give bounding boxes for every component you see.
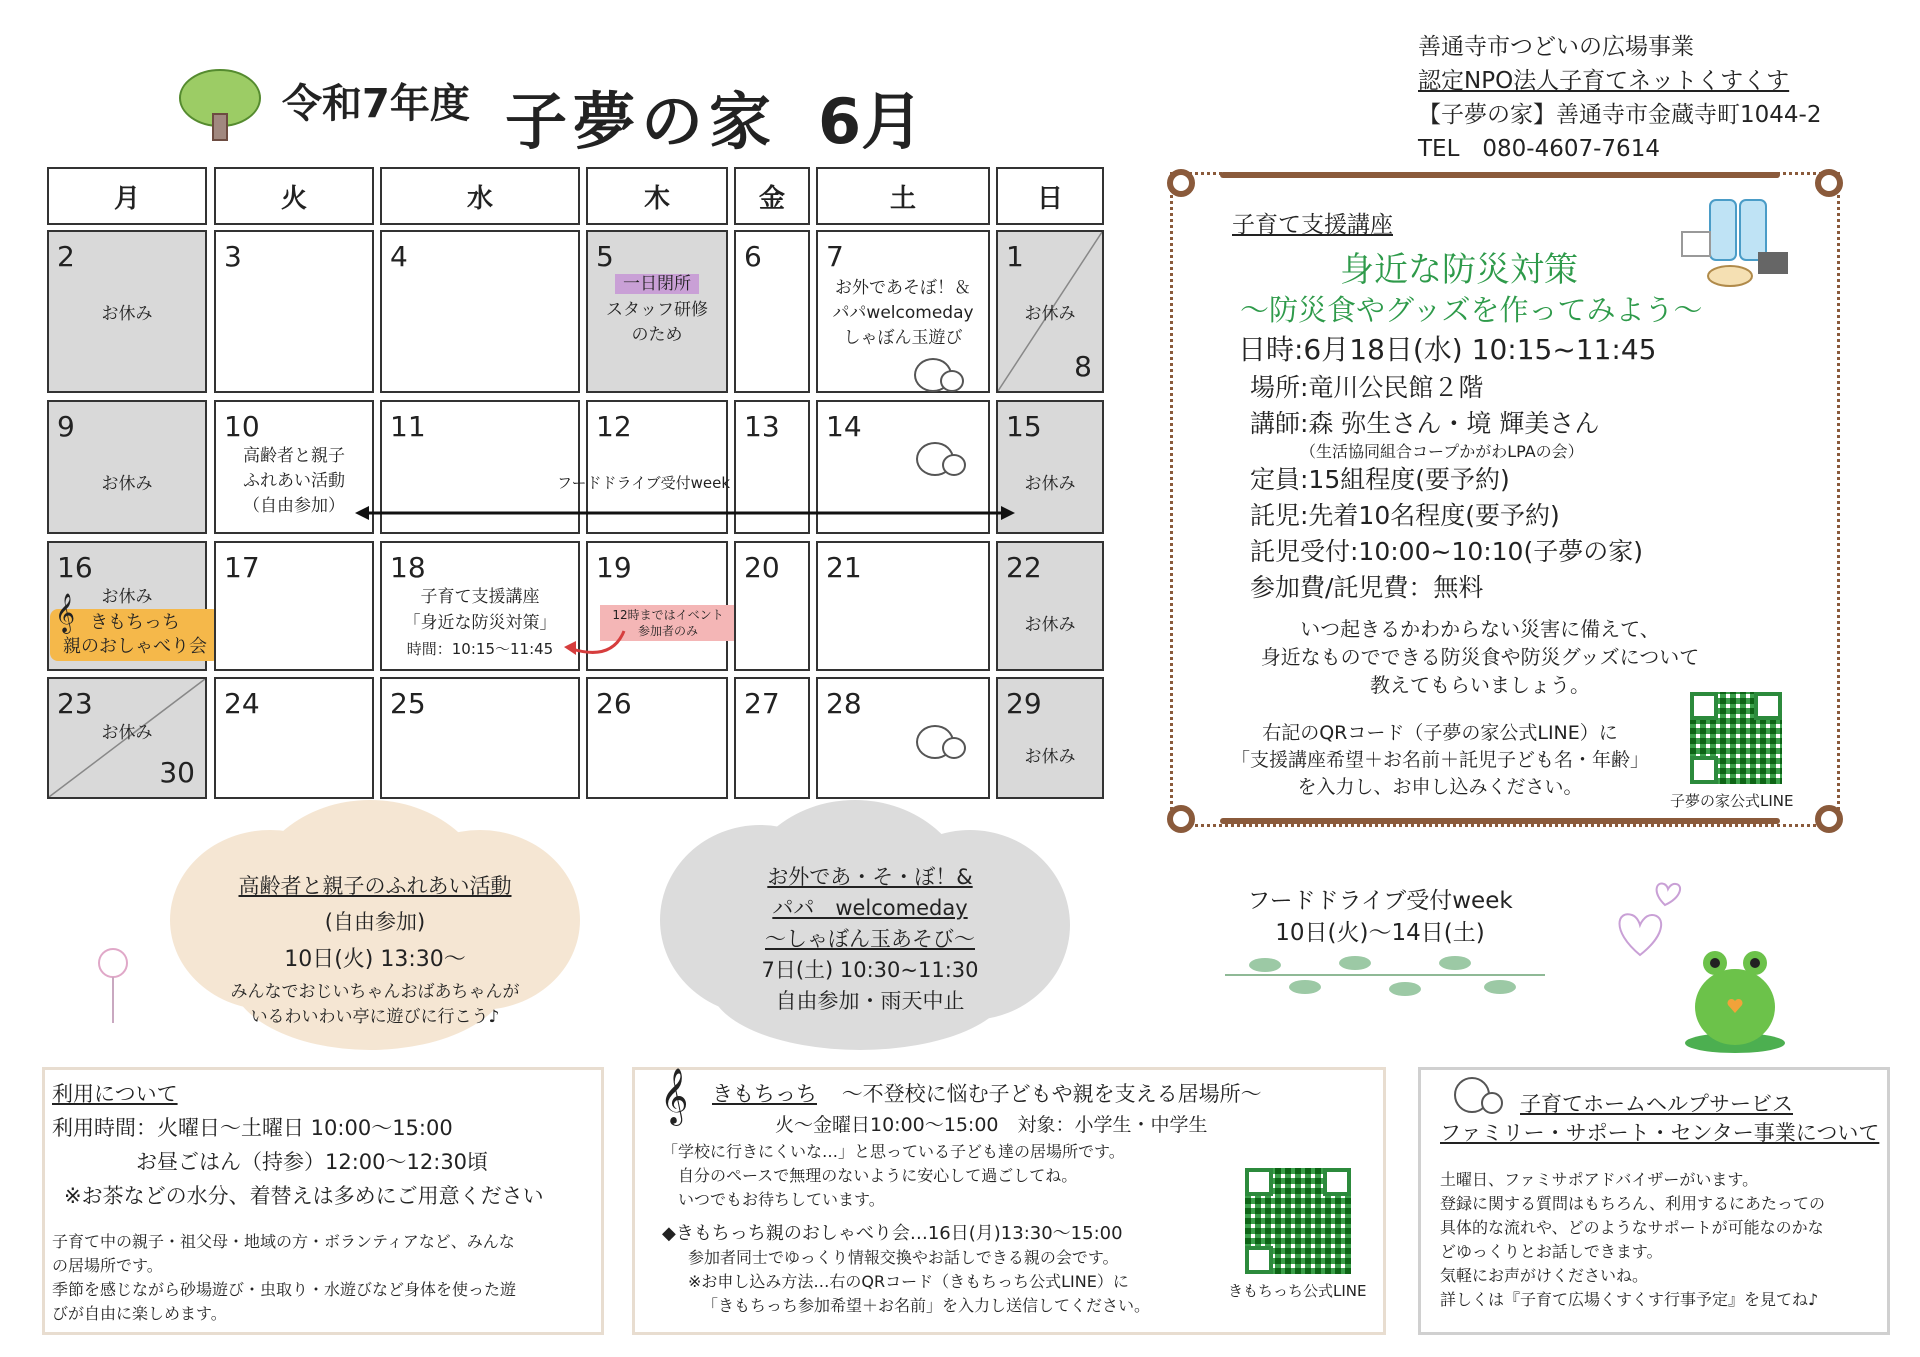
kimochicchi-tag-line2: 親のおしゃべり会: [63, 636, 207, 657]
seminar-note: [1215, 615, 1745, 699]
event-only-line1: 12時まではイベント: [612, 608, 724, 622]
food-drive-label: フードドライブ受付week: [557, 474, 731, 492]
day-cell: 23 お休み 30: [47, 677, 207, 799]
closed-label: お休み: [1024, 747, 1076, 767]
elderly-event-title: 高齢者と親子のふれあい活動: [238, 874, 512, 898]
family-support-desc6: 詳しくは『子育て広場くすくす行事予定』を見てね♪: [1440, 1290, 1819, 1309]
outdoor-event-note: 自由参加・雨天中止: [775, 989, 965, 1013]
kimochicchi-desc: [662, 1140, 1150, 1318]
weekday-thu: 木: [586, 167, 728, 225]
outdoor-event-title3: ～しゃぼん玉あそび～: [765, 927, 975, 951]
food-drive-title: フードドライブ受付week: [1247, 888, 1513, 914]
kimochicchi-desc2: 自分のペースで無理のないように安心して過ごしてね。: [678, 1166, 1078, 1185]
closed-label: お休み: [1024, 615, 1076, 635]
kimochicchi-header: [712, 1078, 1262, 1108]
seminar-apply: [1210, 720, 1670, 801]
day-cell: 28: [816, 677, 990, 799]
day-cell: 6: [734, 230, 810, 393]
seminar-note-line1: いつ起きるかわからない災害に備えて、: [1300, 617, 1660, 641]
page-title: 子夢の家: [505, 85, 778, 158]
usage-desc4: びが自由に楽しめます。: [52, 1304, 227, 1323]
staff-training-text: スタッフ研修: [606, 300, 708, 320]
kimochicchi-apply1: ※お申し込み方法…右のQRコード（きもちっち公式LINE）に: [688, 1272, 1129, 1291]
seminar-apply-line2: 「支援講座希望＋お名前＋託児子ども名・年齢」: [1230, 749, 1649, 771]
elderly-event-line3: （自由参加）: [243, 496, 345, 516]
day-cell: 20: [734, 541, 810, 671]
weekday-sun: 日: [996, 167, 1104, 225]
outdoor-event-block: [690, 862, 1050, 1017]
organization-info: [1418, 30, 1821, 166]
seminar-title: 身近な防災対策: [1340, 250, 1578, 290]
family-support-title1: [1520, 1088, 1793, 1118]
kimochicchi-qr-code[interactable]: [1245, 1168, 1351, 1274]
kimochicchi-meet-desc: 参加者同士でゆっくり情報交換やお話しできる親の会です。: [688, 1248, 1119, 1267]
day-cell: 16 お休み: [47, 541, 207, 671]
frame-ring: [1167, 169, 1195, 197]
smiley-small-icon: [942, 737, 966, 759]
family-support-desc3: 具体的な流れや、どのようなサポートが可能なのかな: [1440, 1218, 1824, 1237]
seminar-note-line3: 教えてもらいましょう。: [1370, 673, 1590, 697]
usage-desc1: 子育て中の親子・祖父母・地域の方・ボランティアなど、みんな: [52, 1232, 515, 1251]
day-cell: 21: [816, 541, 990, 671]
org-line2: 認定NPO法人子育てネットくすくす: [1418, 68, 1790, 94]
day-cell: 11: [380, 400, 580, 534]
day-cell: 3: [214, 230, 374, 393]
day-cell: 9 お休み: [47, 400, 207, 534]
day-cell: 7 お外であそぼ！＆ パパwelcomeday しゃぼん玉遊び: [816, 230, 990, 393]
food-drive-arrow: [355, 503, 1015, 523]
family-support-title1-text: 子育てホームヘルプサービス: [1520, 1092, 1793, 1116]
event-only-line2: 参加者のみ: [637, 624, 698, 638]
event-outdoor-line2: パパwelcomeday: [832, 303, 974, 323]
weekday-wed: 水: [380, 167, 580, 225]
day-cell: 12: [586, 400, 728, 534]
usage-note: ※お茶などの水分、着替えは多めにご用意ください: [64, 1184, 544, 1208]
closed-label: お休み: [101, 474, 153, 494]
day-cell: 13: [734, 400, 810, 534]
day-cell: 19: [586, 541, 728, 671]
hearts-icon: [1610, 875, 1690, 965]
outdoor-event-title1: お外であ・そ・ぼ！&: [767, 865, 973, 889]
elderly-event-block: [185, 870, 565, 1027]
seminar-lecturer: 講師:森 弥生さん・境 輝美さん: [1250, 409, 1600, 438]
kimochicchi-hours: 火～金曜日10:00～15:00 対象：小学生・中学生: [775, 1114, 1208, 1136]
day-cell: 27: [734, 677, 810, 799]
day-cell: 17: [214, 541, 374, 671]
seminar-fee: 参加費/託児費：無料: [1250, 573, 1484, 602]
seminar-apply-line1: 右記のQRコード（子夢の家公式LINE）に: [1262, 722, 1618, 744]
frame-ring: [1815, 805, 1843, 833]
weekday-mon: 月: [47, 167, 207, 225]
org-address: 【子夢の家】善通寺市金蔵寺町1044-2: [1418, 102, 1822, 128]
seminar-note-line2: 身近なものでできる防災食や防災グッズについて: [1260, 645, 1700, 669]
kimochicchi-desc1: 「学校に行きにくいな…」と思っている子ども達の居場所です。: [662, 1142, 1125, 1161]
seminar-cal-time: 時間：10:15～11:45: [406, 640, 554, 658]
seminar-place: 場所:竜川公民館２階: [1250, 373, 1484, 402]
usage-hours: 利用時間：火曜日～土曜日 10:00～15:00: [52, 1116, 453, 1140]
usage-block: [52, 1078, 544, 1326]
kimochicchi-tag-line1: きもちっち: [90, 612, 180, 633]
day-cell: 5 一日閉所 スタッフ研修 のため: [586, 230, 728, 393]
day-cell: 15 お休み: [996, 400, 1104, 534]
closed-label: お休み: [101, 587, 153, 607]
kimochicchi-desc3: いつでもお待ちしています。: [678, 1190, 885, 1209]
day-cell: 24: [214, 677, 374, 799]
outdoor-event-title2: パパ welcomeday: [772, 896, 968, 920]
seminar-cal-line2: 「身近な防災対策」: [403, 613, 557, 633]
kimochicchi-parent-tag: [50, 609, 220, 661]
elderly-event-line2: ふれあい活動: [243, 471, 345, 491]
family-support-desc1: 土曜日、ファミサポアドバイザーがいます。: [1440, 1170, 1759, 1189]
usage-title: 利用について: [52, 1082, 178, 1106]
staff-training-reason: のため: [631, 325, 683, 345]
usage-desc: [52, 1230, 544, 1326]
family-support-desc4: どゆっくりとお話しできます。: [1440, 1242, 1663, 1261]
weekday-fri: 金: [734, 167, 810, 225]
smiley-small-icon: [940, 370, 964, 392]
elderly-event-date: 10日(火) 13:30～: [284, 947, 466, 972]
frog-icon: [1680, 935, 1790, 1055]
food-drive-date: 10日(火)～14日(土): [1275, 920, 1485, 946]
flower-icon: [88, 945, 138, 1025]
fiscal-year: 令和7年度: [282, 81, 470, 127]
music-note-icon: 𝄞: [55, 593, 76, 633]
day-cell: 29 お休み: [996, 677, 1104, 799]
day-cell: 10 高齢者と親子 ふれあい活動 （自由参加）: [214, 400, 374, 534]
smiley-icon: [1452, 1075, 1504, 1117]
disaster-goods-icon: [1680, 196, 1790, 292]
weekday-tue: 火: [214, 167, 374, 225]
frame-ring: [1815, 169, 1843, 197]
org-phone: TEL 080-4607-7614: [1418, 136, 1660, 162]
frame-ring: [1167, 805, 1195, 833]
usage-desc2: の居場所です。: [52, 1256, 163, 1275]
elderly-event-line1: 高齢者と親子: [243, 446, 345, 466]
seminar-lecturer-org: （生活協同組合コープかがわLPAの会）: [1300, 442, 1584, 461]
line-qr-code[interactable]: [1690, 692, 1782, 784]
family-support-title2: [1440, 1117, 1879, 1147]
family-support-desc2: 登録に関する質問はもちろん、利用するにあたっての: [1440, 1194, 1825, 1213]
outdoor-event-date: 7日(土) 10:30~11:30: [761, 958, 979, 982]
day-cell: 14: [816, 400, 990, 534]
day-cell: 26: [586, 677, 728, 799]
closed-label: お休み: [1024, 304, 1076, 324]
calendar: [47, 167, 1105, 797]
usage-desc3: 季節を感じながら砂場遊び・虫取り・水遊びなど身体を使った遊: [52, 1280, 517, 1299]
seminar-datetime: 日時:6月18日(水) 10:15~11:45: [1238, 333, 1657, 366]
seminar-capacity: 定員:15組程度(要予約): [1250, 465, 1510, 494]
family-support-desc: [1440, 1168, 1825, 1312]
family-support-title2-text: ファミリー・サポート・センター事業について: [1440, 1121, 1880, 1145]
kimochicchi-apply2: 「きもちっち参加希望＋お名前」を入力し送信してください。: [702, 1296, 1151, 1315]
seminar-apply-line3: を入力し、お申し込みください。: [1297, 776, 1583, 798]
seminar-details: [1238, 330, 1657, 606]
seminar-subtitle: ～防災食やグッズを作ってみよう～: [1240, 293, 1703, 327]
tree-icon: [175, 66, 265, 146]
seminar-cal-line1: 子育て支援講座: [420, 587, 540, 607]
elderly-event-desc2: いるわいわい亭に遊びに行こう♪: [250, 1007, 500, 1027]
leaf-branch-icon: [1225, 945, 1545, 1025]
day-cell: 25: [380, 677, 580, 799]
event-outdoor-line3: しゃぼん玉遊び: [843, 328, 963, 348]
qr-label-komu: 子夢の家公式LINE: [1670, 792, 1794, 810]
seminar-childcare: 託児:先着10名程度(要予約): [1250, 501, 1560, 530]
closed-label: お休み: [101, 304, 153, 324]
food-drive-block: [1220, 885, 1540, 949]
family-support-desc5: 気軽にお声がけくださいね。: [1440, 1266, 1649, 1285]
qr-label-kimochicchi: きもちっち公式LINE: [1228, 1282, 1367, 1300]
kimochicchi-meet: ◆きもちっち親のおしゃべり会…16日(月)13:30～15:00: [662, 1223, 1123, 1244]
smiley-small-icon: [942, 454, 966, 476]
closed-all-day-tag: 一日閉所: [615, 274, 699, 294]
day-cell: 1 お休み 8: [996, 230, 1104, 393]
day-cell: 18 子育て支援講座 「身近な防災対策」 時間：10:15～11:45: [380, 541, 580, 671]
org-line1: 善通寺市つどいの広場事業: [1418, 34, 1694, 60]
seminar-childcare-reception: 託児受付:10:00~10:10(子夢の家): [1250, 537, 1643, 566]
frame-bar: [1220, 172, 1780, 178]
weekday-sat: 土: [816, 167, 990, 225]
elderly-event-desc1: みんなでおじいちゃんおばあちゃんが: [230, 982, 520, 1002]
closed-label: お休み: [1024, 474, 1076, 494]
usage-lunch: お昼ごはん（持参）12:00～12:30頃: [136, 1150, 489, 1174]
closed-label: お休み: [101, 723, 153, 743]
seminar-heading: 子育て支援講座: [1232, 212, 1393, 238]
month-title: 6月: [818, 85, 924, 158]
curved-arrow-icon: [562, 627, 632, 663]
kimochicchi-title: きもちっち: [712, 1082, 817, 1106]
elderly-event-sub: (自由参加): [324, 910, 426, 934]
day-cell: 4: [380, 230, 580, 393]
day-cell: 2 お休み: [47, 230, 207, 393]
kimochicchi-subtitle: ～不登校に悩む子どもや親を支える居場所～: [841, 1082, 1262, 1106]
music-note-icon: 𝄞: [660, 1068, 689, 1124]
event-outdoor-line1: お外であそぼ！＆: [835, 278, 971, 298]
day-cell: 22 お休み: [996, 541, 1104, 671]
frame-bar: [1220, 818, 1780, 824]
